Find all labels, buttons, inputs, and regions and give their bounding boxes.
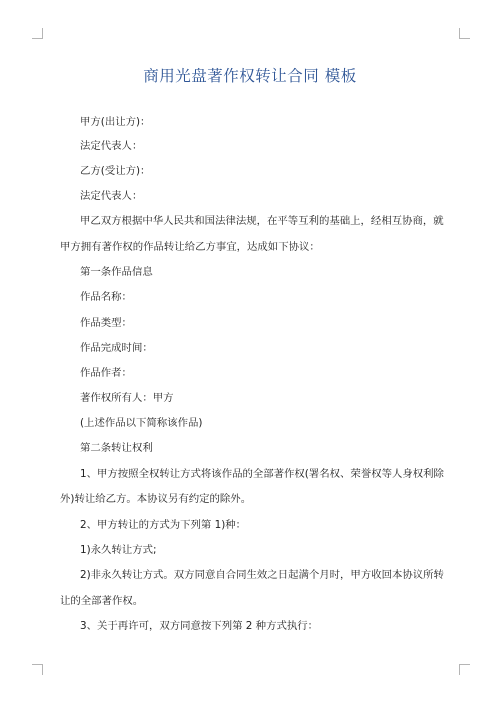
clause-3-line: 3、关于再许可，双方同意按下列第 2 种方式执行： bbox=[80, 620, 319, 632]
work-abbreviation-line: (上述作品以下简称该作品) bbox=[80, 417, 203, 429]
party-b-representative-line: 法定代表人： bbox=[80, 190, 143, 202]
copyright-owner-line: 著作权所有人：甲方 bbox=[80, 392, 174, 404]
work-name-line: 作品名称： bbox=[80, 291, 132, 303]
party-b-line: 乙方(受让方)： bbox=[80, 165, 151, 177]
option-1-line: 1)永久转让方式; bbox=[80, 544, 157, 556]
clause-1-line-1: 1、甲方按照全权转让方式将该作品的全部著作权(署名权、荣誉权等人身权利除 bbox=[80, 468, 444, 480]
crop-mark-bottom-right bbox=[459, 664, 470, 675]
clause-1-line-2: 外)转让给乙方。本协议另有约定的除外。 bbox=[60, 493, 252, 505]
option-2-line-1: 2)非永久转让方式。双方同意自合同生效之日起满个月时，甲方收回本协议所转 bbox=[80, 569, 444, 581]
crop-mark-top-right bbox=[459, 28, 470, 39]
clause-2-line: 2、甲方转让的方式为下列第 1)种： bbox=[80, 519, 247, 531]
article-2-heading: 第二条转让权利 bbox=[80, 442, 153, 454]
option-2-line-2: 让的全部著作权。 bbox=[60, 595, 144, 607]
work-author-line: 作品作者： bbox=[80, 367, 132, 379]
document-title: 商用光盘著作权转让合同 模板 bbox=[143, 67, 357, 85]
article-1-heading: 第一条作品信息 bbox=[80, 266, 153, 278]
work-completion-time-line: 作品完成时间： bbox=[80, 342, 153, 354]
work-type-line: 作品类型： bbox=[80, 317, 132, 329]
party-a-line: 甲方(出让方)： bbox=[80, 116, 151, 128]
preamble-line-2: 甲方拥有著作权的作品转让给乙方事宜，达成如下协议： bbox=[60, 241, 320, 253]
crop-mark-bottom-left bbox=[32, 664, 43, 675]
preamble-line-1: 甲乙双方根据中华人民共和国法律法规，在平等互利的基础上，经相互协商，就 bbox=[80, 215, 444, 227]
crop-mark-top-left bbox=[32, 28, 43, 39]
party-a-representative-line: 法定代表人： bbox=[80, 140, 143, 152]
